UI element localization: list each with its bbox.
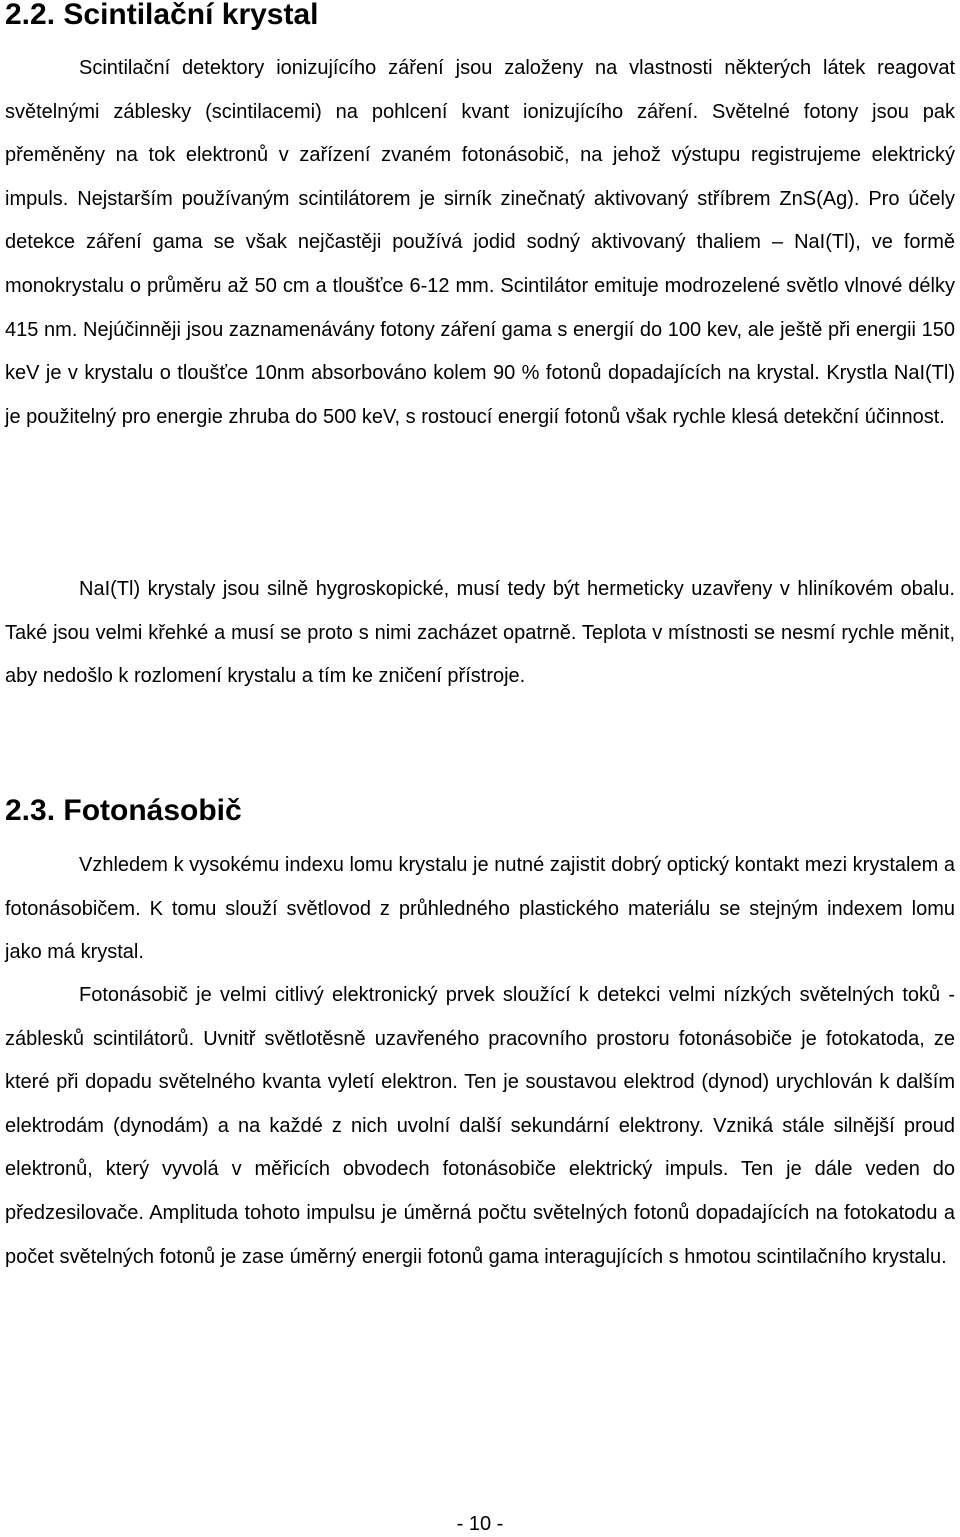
paragraph-fotonasobic-popis: Fotonásobič je velmi citlivý elektronický prvek sloužící k detekci velmi nízkých světelných toků - záblesků scintilátorů. Uvnitř světlotěsně uzavřeného pracovního prostoru fotonásobiče je fotokatoda, ze které při dopadu světelného kvanta vyletí elektron. Ten je soustavou elektrod (dynod) urychlován k dalším elektrodám (dynodám) a na každé z nich uvolní další sekundární elektrony. Vzniká stále silnější proud elektronů, který vyvolá v měřicích obvodech fotonásobiče elektrický impuls. Ten je dále veden do předzesilovače. Amplituda tohoto impulsu je úměrná počtu světelných fotonů dopadajících na fotokatodu a počet světelných fotonů je zase úměrný energii fotonů gama interagujících s hmotou scintilačního krystalu.: [5, 984, 955, 1268]
page-number: - 10 -: [456, 1513, 504, 1535]
section-heading-fotonasobic: 2.3. Fotonásobič: [5, 794, 242, 827]
paragraph-scintilacni-detektory: Scintilační detektory ionizujícího záření jsou založeny na vlastnosti některých látek reagovat světelnými záblesky (scintilacemi) na pohlcení kvant ionizujícího záření. Světelné fotony jsou pak přeměněny na tok elektronů v zařízení zvaném fotonásobič, na jehož výstupu registrujeme elektrický impuls. Nejstarším používaným scintilátorem je sirník zinečnatý aktivovaný stříbrem ZnS(Ag). Pro účely detekce záření gama se však nejčastěji používá jodid sodný aktivovaný thaliem – NaI(Tl), ve formě monokrystalu o průměru až 50 cm a tloušťce 6-12 mm. Scintilátor emituje modrozelené světlo vlnové délky 415 nm. Nejúčinněji jsou zaznamenávány fotony záření gama s energií do 100 kev, ale ještě při energii 150 keV je v krystalu o tloušťce 10nm absorbováno kolem 90 % fotonů dopadajících na krystal. Krystla NaI(Tl) je použitelný pro energie zhruba do 500 keV, s rostoucí energií fotonů však rychle klesá detekční účinnost.: [5, 57, 955, 428]
paragraph-hygroskopicke-krystaly: NaI(Tl) krystaly jsou silně hygroskopické, musí tedy být hermeticky uzavřeny v hliníkovém obalu. Také jsou velmi křehké a musí se proto s nimi zacházet opatrně. Teplota v místnosti se nesmí rychle měnit, aby nedošlo k rozlomení krystalu a tím ke zničení přístroje.: [5, 578, 955, 688]
section-heading-scintilacni-krystal: 2.2. Scintilační krystal: [5, 0, 319, 31]
paragraph-opticky-kontakt: Vzhledem k vysokému indexu lomu krystalu je nutné zajistit dobrý optický kontakt mezi krystalem a fotonásobičem. K tomu slouží světlovod z průhledného plastického materiálu se stejným indexem lomu jako má krystal.: [5, 854, 955, 964]
